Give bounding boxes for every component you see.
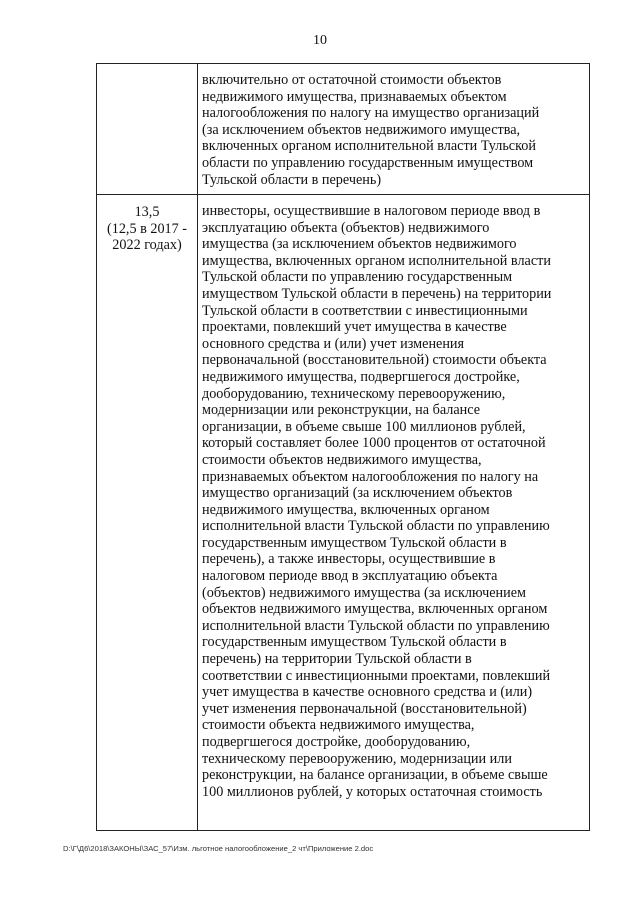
text-line: Тульской области в перечень) [202, 171, 382, 188]
text-line: имущества, включенных органом исполнительной власти [202, 252, 551, 269]
text-line: модернизации или реконструкции, на балансе [202, 402, 480, 419]
text-line: недвижимого имущества, подвергшегося достройке, [202, 368, 520, 385]
text-line: области по управлению государственным имуществом [202, 154, 534, 171]
text-line: эксплуатацию объекта (объектов) недвижимого [202, 219, 490, 236]
text-line: Тульской области в соответствии с инвестиционными [202, 302, 528, 319]
text-line: инвесторы, осуществившие в налоговом периоде ввод в [202, 203, 541, 219]
text-line: перечень), а также инвесторы, осуществившие в [202, 551, 496, 568]
text-line: соответствии с инвестиционными проектами, повлекший [202, 667, 551, 684]
text-line: исполнительной власти Тульской области по управлению [202, 518, 550, 535]
text-line: признаваемых объектом налогообложения по налогу на [202, 468, 539, 485]
rate-cell [97, 64, 198, 195]
file-path-footer: D:\Г\Д6\2018\ЗАКОНЫ\ЗАС_57\Изм. льготное налогообложение_2 чт\Приложение 2.doc [63, 844, 374, 853]
condition-cell [198, 195, 590, 831]
text-line: дооборудованию, техническому перевооружению, [202, 385, 506, 402]
text-line: техническому перевооружению, модернизации или [202, 750, 512, 767]
table-row [97, 64, 590, 195]
text-line: основного средства и (или) учет изменения [202, 335, 465, 352]
tax-rate-table [96, 63, 590, 831]
text-line: учет имущества в качестве основного средства и (или) [202, 684, 533, 701]
text-line: имущество организаций (за исключением объектов [202, 485, 513, 502]
rate-cell [97, 195, 198, 831]
text-line: 13,5 [134, 204, 160, 220]
text-line: который составляет более 1000 процентов от остаточной [202, 435, 546, 452]
page-number: 10 [313, 33, 327, 48]
text-line: (12,5 в 2017 - [107, 220, 187, 237]
text-line: недвижимого имущества, признаваемых объектом [202, 88, 507, 105]
text-line: подвергшегося достройке, дооборудованию, [202, 734, 471, 750]
text-line: Тульской области по управлению государственным [202, 269, 513, 286]
text-line: организации, в объеме свыше 100 миллионов рублей, [202, 418, 526, 435]
text-line: налогообложения по налогу на имущество организаций [202, 105, 540, 122]
text-line: 100 миллионов рублей, у которых остаточная стоимость [202, 783, 543, 800]
condition-cell [198, 64, 590, 195]
text-line: включительно от остаточной стоимости объектов [202, 72, 502, 88]
text-line: исполнительной власти Тульской области по управлению [202, 617, 550, 634]
text-line: (объектов) недвижимого имущества (за исключением [202, 584, 526, 601]
text-line: имуществом Тульской области в перечень) на территории [202, 285, 552, 302]
table-row [97, 195, 590, 831]
text-line: реконструкции, на балансе организации, в объеме свыше [202, 767, 548, 784]
text-line: проектами, повлекший учет имущества в качестве [202, 319, 507, 336]
text-line: государственным имуществом Тульской области в [202, 534, 507, 551]
text-line: (за исключением объектов недвижимого имущества, [202, 121, 521, 138]
text-line: включенных органом исполнительной власти Тульской [202, 138, 536, 155]
text-line: первоначальной (восстановительной) стоимости объекта [202, 352, 547, 369]
text-line: налоговом периоде ввод в эксплуатацию объекта [202, 568, 498, 585]
text-line: имущества (за исключением объектов недвижимого [202, 236, 517, 253]
text-line: стоимости объектов недвижимого имущества, [202, 451, 482, 468]
text-line: недвижимого имущества, включенных органом [202, 501, 490, 518]
text-line: 2022 годах) [112, 237, 182, 254]
text-line: объектов недвижимого имущества, включенных органом [202, 601, 548, 618]
text-line: стоимости объекта недвижимого имущества, [202, 717, 475, 734]
text-line: учет изменения первоначальной (восстановительной) [202, 700, 527, 717]
text-line: государственным имуществом Тульской области в [202, 634, 507, 651]
text-line: перечень) на территории Тульской области в [202, 651, 472, 668]
